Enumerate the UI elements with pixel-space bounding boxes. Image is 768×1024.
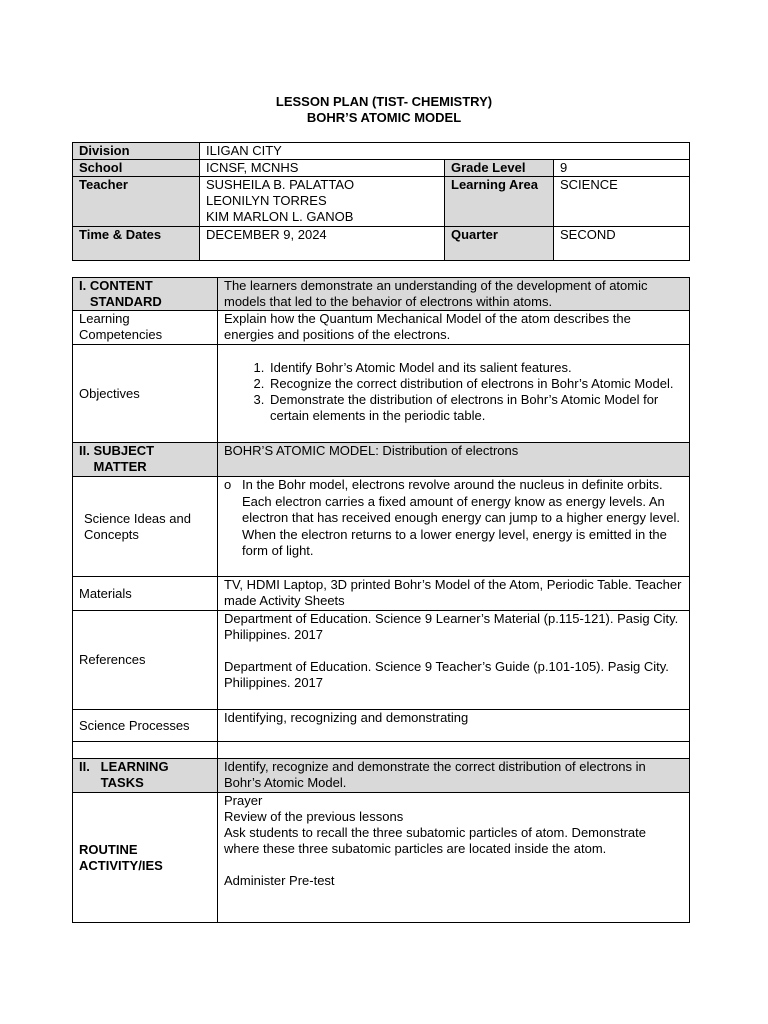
- science-ideas-bullet-item: [224, 477, 683, 560]
- materials-label: Materials: [73, 577, 218, 611]
- routine-activities-label: ROUTINE ACTIVITY/IES: [73, 793, 218, 923]
- teacher-name: SUSHEILA B. PALATTAO: [206, 177, 355, 192]
- teacher-name: KIM MARLON L. GANOB: [206, 209, 354, 224]
- references-cell: [218, 611, 690, 710]
- school-value: ICNSF, MCNHS: [200, 160, 445, 177]
- lesson-plan-table: [72, 277, 690, 923]
- row-objectives: [73, 345, 690, 443]
- row-content-standard: [73, 278, 690, 311]
- row-division: [73, 143, 690, 160]
- teacher-name: LEONILYN TORRES: [206, 193, 327, 208]
- row-references: [73, 611, 690, 710]
- objectives-list-cell: [218, 345, 690, 443]
- bullet-marker: o: [224, 477, 232, 492]
- school-label: School: [73, 160, 200, 177]
- teacher-label: Teacher: [73, 177, 200, 227]
- science-processes-text: Identifying, recognizing and demonstrating: [218, 710, 690, 742]
- row-science-processes: [73, 710, 690, 742]
- competencies-text: Explain how the Quantum Mechanical Model of the atom describes the energies and positions of the electrons.: [218, 311, 690, 345]
- science-ideas-cell: [218, 477, 690, 577]
- row-teacher: [73, 177, 690, 227]
- row-science-ideas: [73, 477, 690, 577]
- time-dates-label: Time & Dates: [73, 227, 200, 261]
- teacher-value: [200, 177, 445, 227]
- spacer-cell: [73, 742, 218, 759]
- objectives-label: Objectives: [73, 345, 218, 443]
- quarter-label: Quarter: [445, 227, 554, 261]
- learning-tasks-text: Identify, recognize and demonstrate the correct distribution of electrons in Bohr’s Atomic Model.: [218, 759, 690, 793]
- document-title: LESSON PLAN (TIST- CHEMISTRY): [275, 94, 493, 109]
- row-materials: [73, 577, 690, 611]
- science-ideas-text: In the Bohr model, electrons revolve around the nucleus in definite orbits. Each electron carries a fixed amount of energy know as energy levels. An electron that has received enough energy can jump to a higher energy level. When the electron returns to a lower energy level, energy is emitted in the form of light.: [242, 477, 680, 558]
- objective-item: 2. Recognize the correct distribution of electrons in Bohr’s Atomic Model.: [268, 376, 683, 392]
- subject-matter-text: BOHR’S ATOMIC MODEL: Distribution of electrons: [218, 443, 690, 477]
- routine-line: Ask students to recall the three subatomic particles of atom. Demonstrate where these three subatomic particles are located inside the atom.: [224, 825, 646, 856]
- routine-line: Review of the previous lessons: [224, 809, 404, 824]
- objective-item: 1. Identify Bohr’s Atomic Model and its salient features.: [268, 360, 683, 376]
- division-label: Division: [73, 143, 200, 160]
- reference-item: Department of Education. Science 9 Teacher’s Guide (p.101-105). Pasig City. Philippines. 2017: [224, 659, 669, 690]
- pretest-line: Administer Pre-test: [224, 873, 335, 888]
- quarter-value: SECOND: [554, 227, 690, 261]
- learning-area-label: Learning Area: [445, 177, 554, 227]
- content-standard-label: I. CONTENT STANDARD: [73, 278, 218, 311]
- row-routine-activities: [73, 793, 690, 923]
- row-learning-tasks: [73, 759, 690, 793]
- row-subject-matter: [73, 443, 690, 477]
- row-school: [73, 160, 690, 177]
- division-value: ILIGAN CITY: [200, 143, 690, 160]
- references-label: References: [73, 611, 218, 710]
- routine-line: Prayer: [224, 793, 263, 808]
- learning-tasks-label: II. LEARNING TASKS: [73, 759, 218, 793]
- routine-activities-cell: [218, 793, 690, 923]
- row-spacer: [73, 742, 690, 759]
- objectives-list: [224, 360, 683, 424]
- grade-level-label: Grade Level: [445, 160, 554, 177]
- materials-text: TV, HDMI Laptop, 3D printed Bohr’s Model of the Atom, Periodic Table. Teacher made Activity Sheets: [218, 577, 690, 611]
- time-dates-value: DECEMBER 9, 2024: [200, 227, 445, 261]
- grade-level-value: 9: [554, 160, 690, 177]
- document-subtitle: BOHR’S ATOMIC MODEL: [306, 110, 462, 125]
- reference-item: Department of Education. Science 9 Learner’s Material (p.115-121). Pasig City. Philippines. 2017: [224, 611, 679, 642]
- row-competencies: [73, 311, 690, 345]
- subject-matter-label: II. SUBJECT MATTER: [73, 443, 218, 477]
- spacer-cell: [218, 742, 690, 759]
- objective-item: 3. Demonstrate the distribution of electrons in Bohr’s Atomic Model for certain elements in the periodic table.: [268, 392, 683, 424]
- competencies-label: Learning Competencies: [73, 311, 218, 345]
- science-processes-label: Science Processes: [73, 710, 218, 742]
- science-ideas-label: Science Ideas and Concepts: [73, 477, 218, 577]
- content-standard-text: The learners demonstrate an understanding of the development of atomic models that led to the behavior of electrons within atoms.: [218, 278, 690, 311]
- row-time: [73, 227, 690, 261]
- info-table: [72, 142, 690, 261]
- learning-area-value: SCIENCE: [554, 177, 690, 227]
